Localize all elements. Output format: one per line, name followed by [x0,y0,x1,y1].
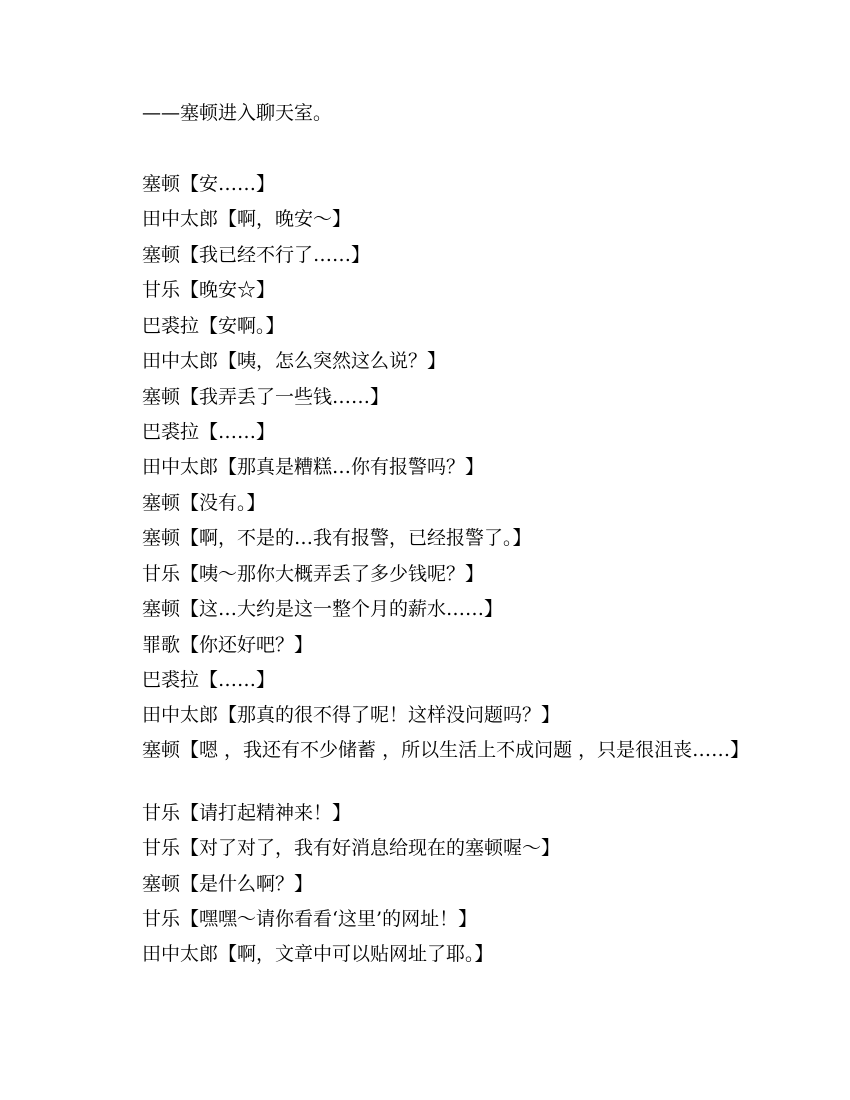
chat-line: 田中太郎【啊，晚安～】 [142,208,352,230]
chat-line: 田中太郎【那真是糟糕…你有报警吗？】 [142,456,485,478]
chat-line: 甘乐【咦～那你大概弄丢了多少钱呢？】 [142,563,485,585]
chat-line: 甘乐【请打起精神来！】 [142,802,352,824]
chat-line: 甘乐【对了对了，我有好消息给现在的塞顿喔～】 [142,837,561,859]
chat-line-wrapped: 塞顿【嗯 ，我还有不少储蓄 ，所以生活上不成问题 ，只是很沮丧……】 [142,739,750,761]
chat-line: 塞顿【安……】 [142,173,276,195]
chat-line: 塞顿【我已经不行了……】 [142,244,371,266]
chat-line: 田中太郎【啊，文章中可以贴网址了耶。】 [142,943,494,965]
chat-line: 塞顿【这…大约是这一整个月的薪水……】 [142,598,504,620]
chat-line: 田中太郎【那真的很不得了呢！这样没问题吗？】 [142,704,561,726]
chat-line: 罪歌【你还好吧？】 [142,634,314,656]
chat-entry-notice: ——塞顿进入聊天室。 [142,102,333,124]
chat-line: 甘乐【晚安☆】 [142,279,276,301]
chat-line: 田中太郎【咦，怎么突然这么说？】 [142,350,447,372]
chat-line: 塞顿【没有。】 [142,492,266,514]
chat-line: 甘乐【嘿嘿～请你看看‘这里’的网址！】 [142,908,478,930]
chat-line: 塞顿【是什么啊？】 [142,873,314,895]
chat-line: 巴裘拉【……】 [142,669,276,691]
chat-line: 塞顿【我弄丢了一些钱……】 [142,386,390,408]
chat-line: 巴裘拉【安啊。】 [142,315,285,337]
chat-line: 巴裘拉【……】 [142,421,276,443]
chat-line: 塞顿【啊，不是的…我有报警，已经报警了。】 [142,527,532,549]
